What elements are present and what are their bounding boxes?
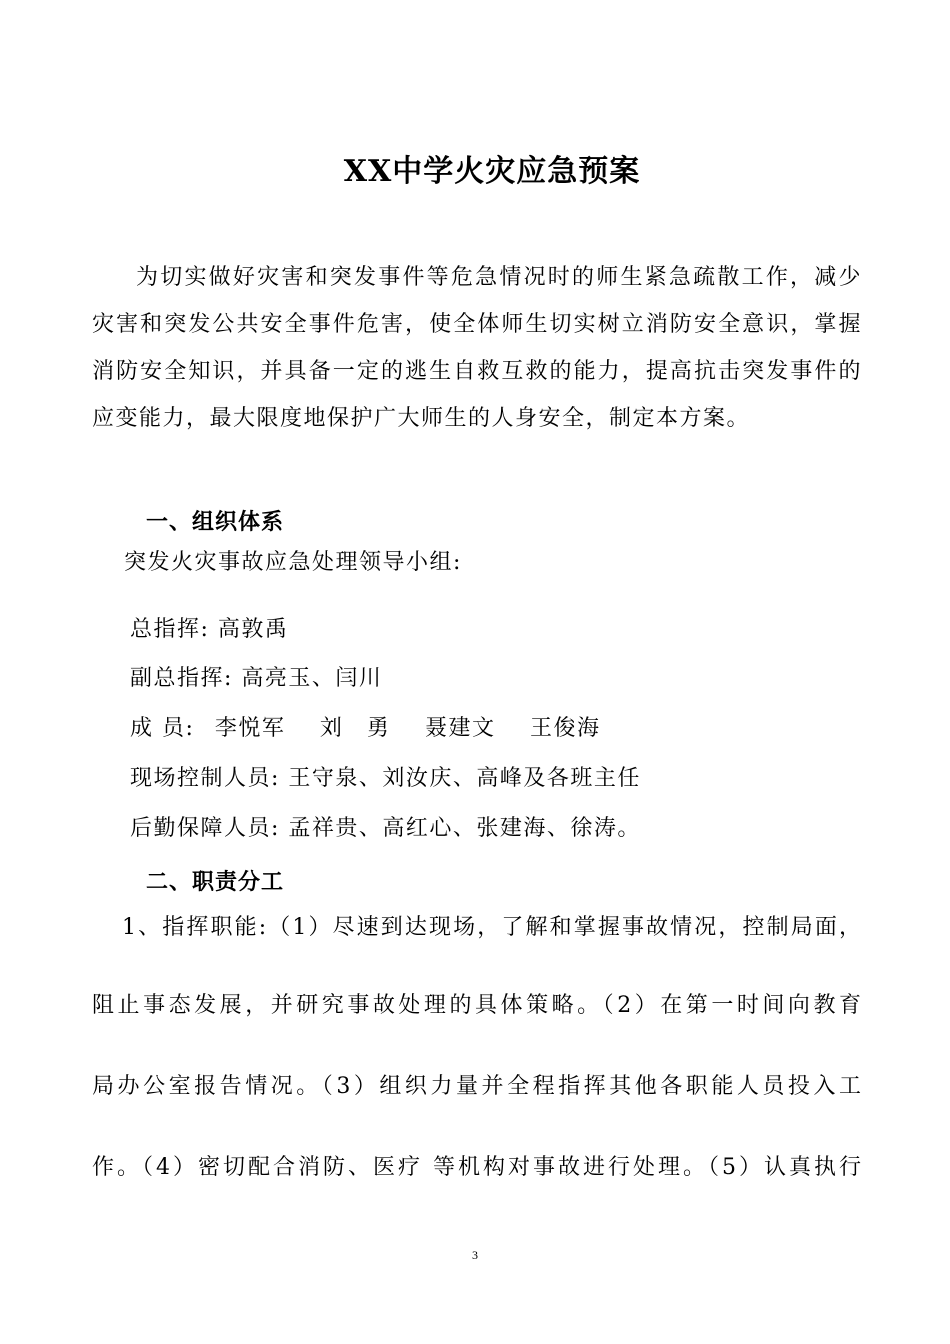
section-heading-duties: 二、职责分工 [146, 869, 285, 895]
commander-line: 总指挥: 高敦禹 [130, 617, 289, 642]
leadership-group-label: 突发火灾事故应急处理领导小组: [124, 550, 462, 575]
member-name: 李悦军 [214, 716, 286, 741]
page-number: 3 [472, 1248, 478, 1262]
duty-text-line: 局办公室报告情况。（3）组织力量并全程指挥其他各职能人员投入工 [92, 1074, 862, 1099]
duty-text-line: 1、指挥职能:（1）尽速到达现场，了解和掌握事故情况，控制局面， [122, 915, 862, 940]
onsite-control-line: 现场控制人员: 王守泉、刘汝庆、高峰及各班主任 [130, 766, 641, 791]
deputy-commander-line: 副总指挥: 高亮玉、闫川 [130, 666, 383, 691]
duty-text-line: 阻止事态发展，并研究事故处理的具体策略。（2）在第一时间向教育 [92, 993, 862, 1018]
members-line [130, 711, 626, 742]
member-name: 刘 勇 [319, 716, 391, 741]
duty-text-line: 作。（4）密切配合消防、医疗 等机构对事故进行处理。（5）认真执行 [92, 1155, 862, 1180]
member-name: 王俊海 [529, 716, 601, 741]
document-title: XX中学火灾应急预案 [343, 154, 641, 189]
members-label: 成 员: [130, 716, 195, 741]
member-name: 聂建文 [424, 716, 496, 741]
intro-paragraph: 为切实做好灾害和突发事件等危急情况时的师生紧急疏散工作，减少灾害和突发公共安全事件危害，使全体师生切实树立消防安全意识，掌握消防安全知识，并具备一定的逃生自救互救的能力，提高抗击突发事件的应变能力，最大限度地保护广大师生的人身安全，制定本方案。 [92, 265, 862, 431]
section-heading-organization: 一、组织体系 [146, 509, 285, 535]
logistics-line: 后勤保障人员: 孟祥贵、高红心、张建海、徐涛。 [130, 816, 641, 841]
